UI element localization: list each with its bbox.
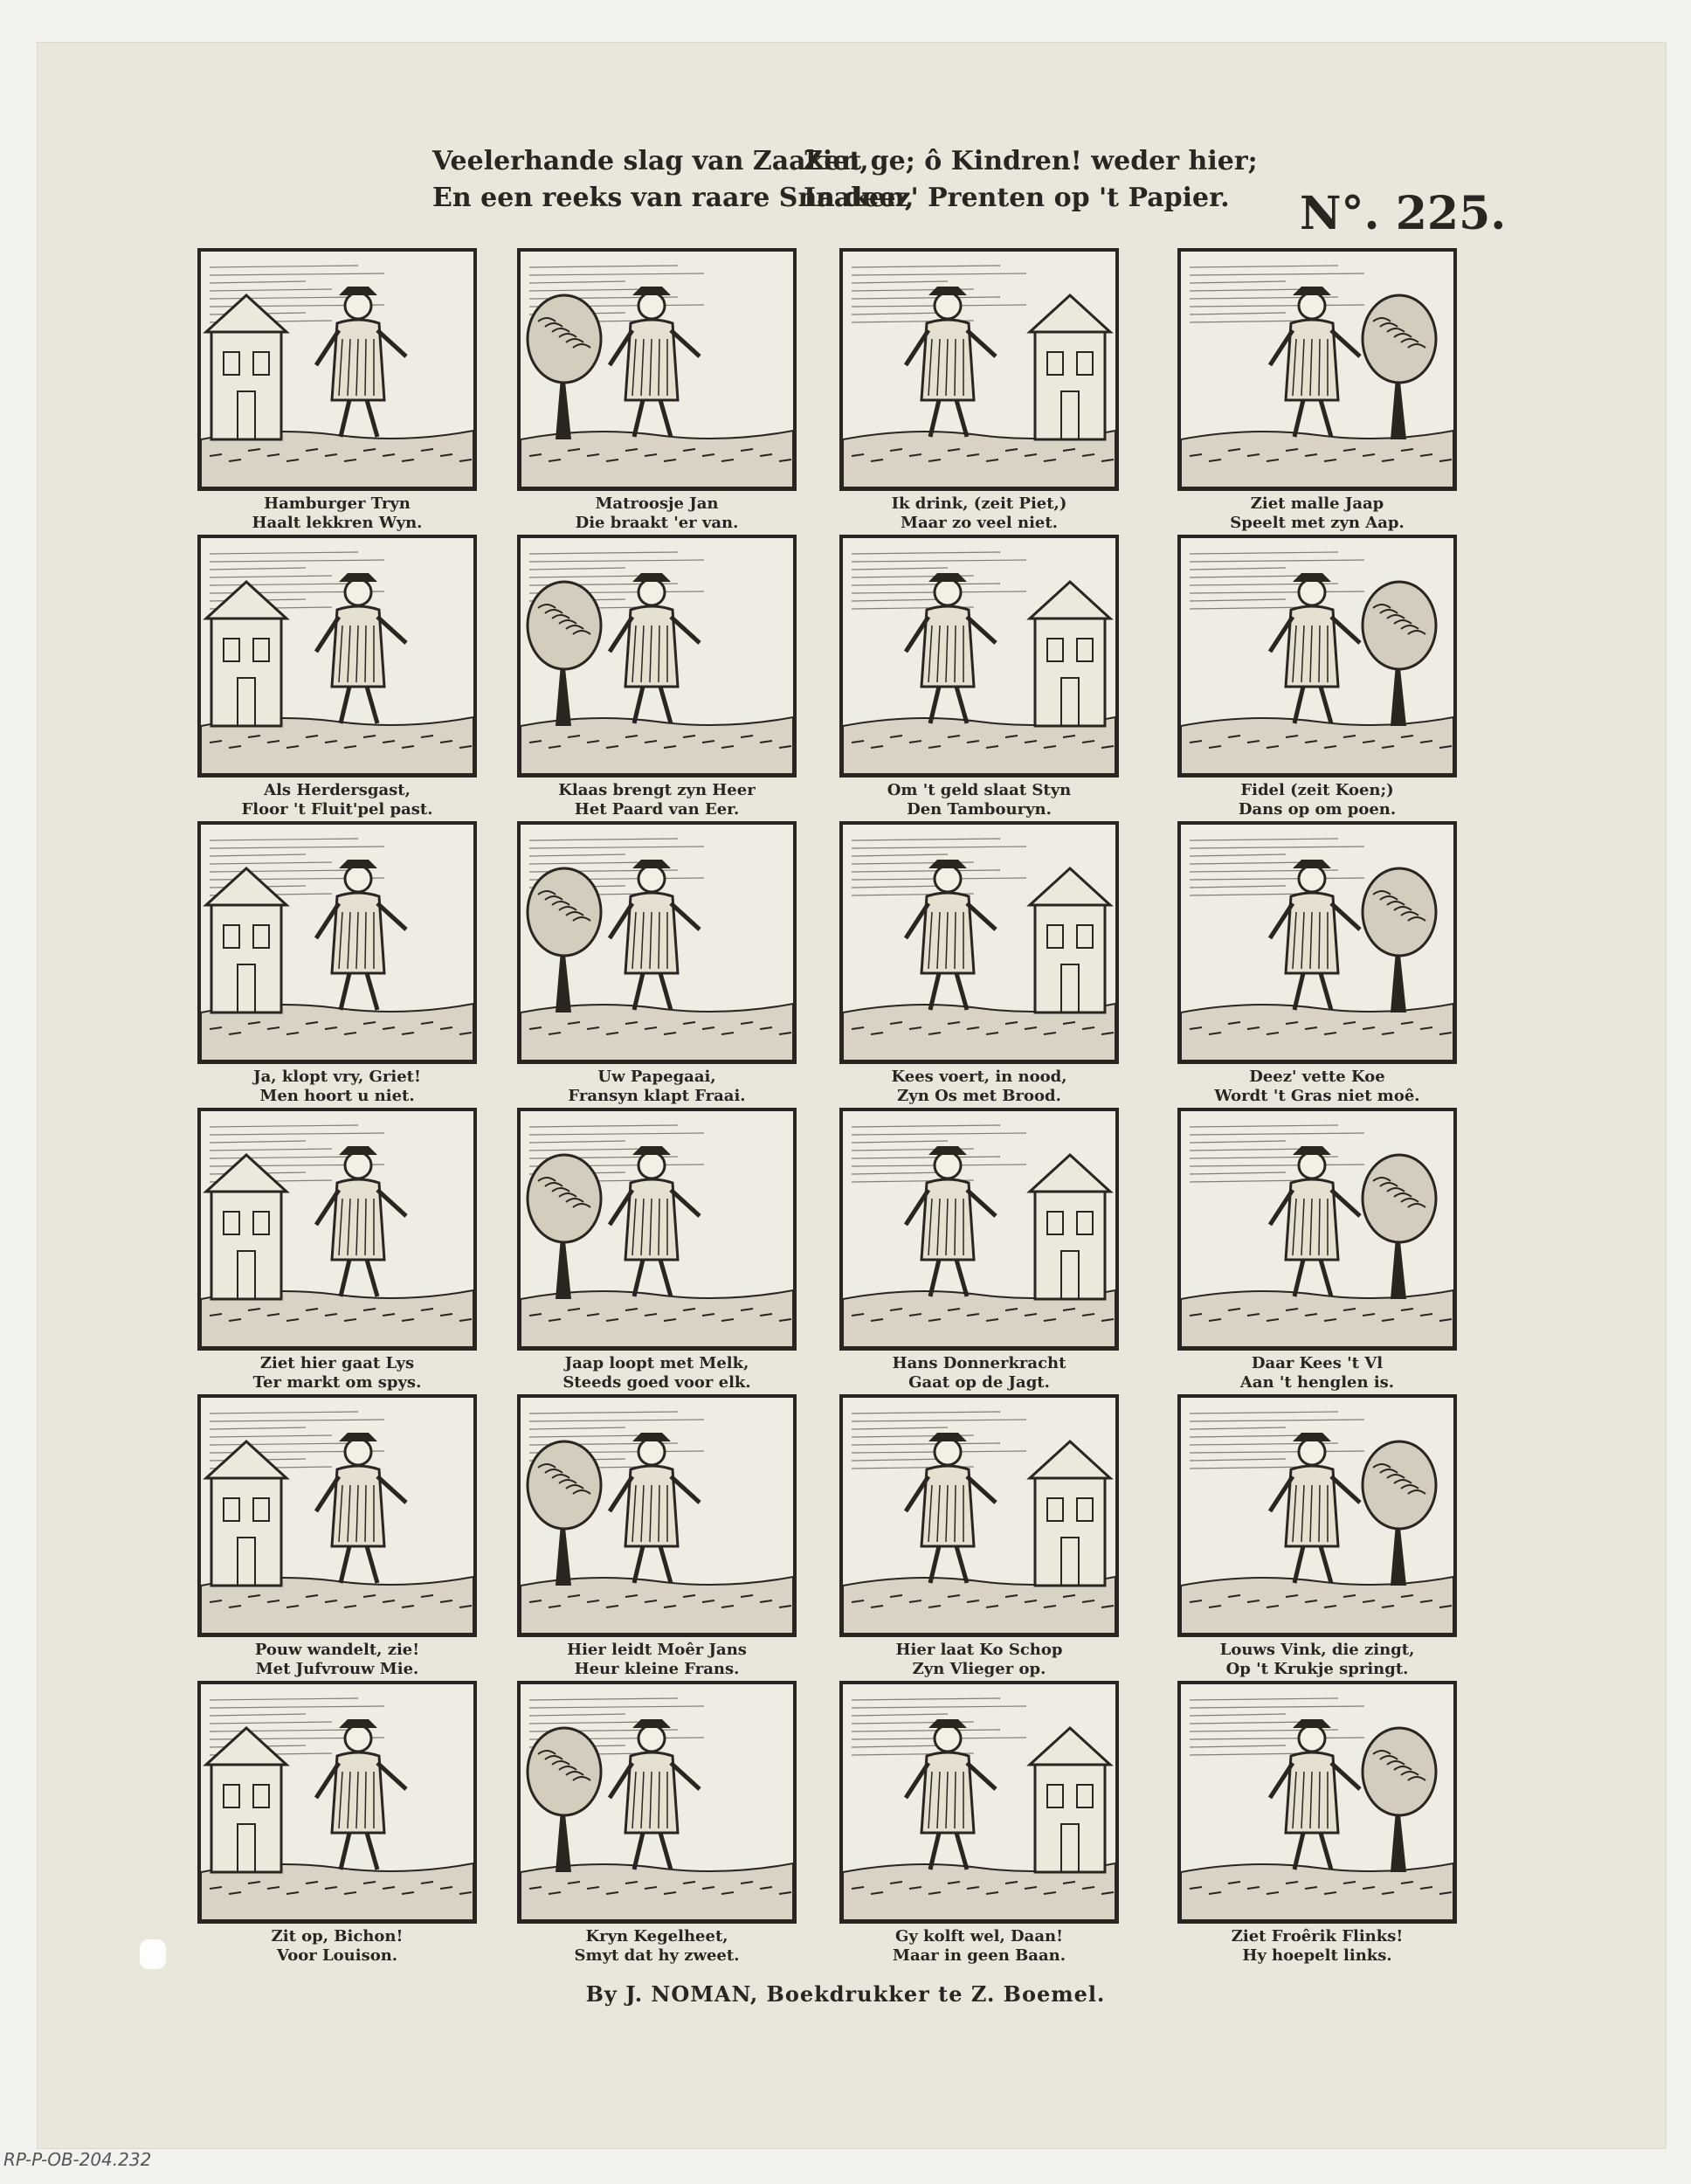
print-caption bbox=[1177, 494, 1457, 533]
caption-line: Maar in geen Baan. bbox=[893, 1946, 1066, 1965]
woodcut-image-man-feeding-ox bbox=[839, 821, 1119, 1064]
caption-line: Klaas brengt zyn Heer bbox=[558, 781, 756, 799]
woodcut-image-golfer bbox=[839, 1681, 1119, 1924]
caption-line: Zit op, Bichon! bbox=[271, 1927, 404, 1946]
print-caption bbox=[1177, 1068, 1457, 1106]
caption-line: Zyn Vlieger op. bbox=[912, 1660, 1046, 1678]
woodcut-print bbox=[1177, 535, 1466, 823]
woodcut-image-mother-child bbox=[517, 1394, 797, 1637]
caption-line: Deez' vette Koe bbox=[1249, 1068, 1385, 1086]
print-caption bbox=[1177, 1354, 1457, 1393]
print-caption bbox=[197, 1354, 477, 1393]
caption-line: Hier laat Ko Schop bbox=[895, 1641, 1063, 1659]
woodcut-print bbox=[1177, 1394, 1466, 1683]
caption-line: Als Herdersgast, bbox=[264, 781, 411, 799]
print-caption bbox=[839, 1068, 1119, 1106]
print-caption bbox=[517, 1641, 797, 1679]
print-caption bbox=[197, 1641, 477, 1679]
woodcut-image-woman-tambourine bbox=[839, 535, 1119, 778]
title-line: In deez' Prenten op 't Papier. bbox=[804, 183, 1230, 213]
woodcut-print bbox=[839, 1108, 1128, 1396]
caption-line: Heur kleine Frans. bbox=[574, 1660, 740, 1678]
woodcut-image-man-birdcage bbox=[1177, 1394, 1457, 1637]
caption-line: Hy hoepelt links. bbox=[1242, 1946, 1392, 1965]
woodcut-print bbox=[839, 1394, 1128, 1683]
caption-line: Aan 't henglen is. bbox=[1239, 1373, 1395, 1392]
print-caption bbox=[197, 1927, 477, 1966]
print-caption bbox=[197, 781, 477, 819]
sheet-number: N°. 225. bbox=[1300, 187, 1507, 240]
caption-line: Hier leidt Moêr Jans bbox=[567, 1641, 747, 1659]
caption-line: Dans op om poen. bbox=[1238, 800, 1397, 819]
caption-line: Pouw wandelt, zie! bbox=[254, 1641, 420, 1659]
caption-line: Ziet hier gaat Lys bbox=[259, 1354, 415, 1372]
woodcut-image-woman-parrot bbox=[517, 821, 797, 1064]
caption-line: Jaap loopt met Melk, bbox=[564, 1354, 749, 1372]
woodcut-print bbox=[197, 1108, 486, 1396]
woodcut-image-lady-dog bbox=[197, 1681, 477, 1924]
caption-line: Kryn Kegelheet, bbox=[585, 1927, 728, 1946]
caption-line: Ja, klopt vry, Griet! bbox=[253, 1068, 421, 1086]
print-caption bbox=[839, 1927, 1119, 1966]
woodcut-image-kite-flyer bbox=[839, 1394, 1119, 1637]
woodcut-print bbox=[197, 1681, 486, 1969]
woodcut-print bbox=[839, 248, 1128, 536]
woodcut-image-couple-walking bbox=[197, 1394, 477, 1637]
caption-line: Hans Donnerkracht bbox=[892, 1354, 1066, 1372]
caption-line: Die braakt 'er van. bbox=[575, 514, 739, 532]
caption-line: Gaat op de Jagt. bbox=[908, 1373, 1050, 1392]
caption-line: Met Jufvrouw Mie. bbox=[255, 1660, 419, 1678]
woodcut-image-angler bbox=[1177, 1108, 1457, 1351]
print-caption bbox=[517, 781, 797, 819]
caption-line: Ziet Froêrik Flinks! bbox=[1231, 1927, 1404, 1946]
print-caption bbox=[517, 494, 797, 533]
collection-stamp bbox=[140, 1939, 166, 1969]
woodcut-print bbox=[1177, 821, 1466, 1109]
woodcut-print bbox=[1177, 1108, 1466, 1396]
woodcut-image-fiddler-dog bbox=[1177, 535, 1457, 778]
woodcut-print bbox=[1177, 1681, 1466, 1969]
caption-line: Floor 't Fluit'pel past. bbox=[241, 800, 433, 819]
print-caption bbox=[839, 494, 1119, 533]
caption-line: Ik drink, (zeit Piet,) bbox=[891, 494, 1067, 513]
woodcut-print bbox=[517, 1394, 805, 1683]
print-caption bbox=[839, 1354, 1119, 1393]
woodcut-image-cow bbox=[1177, 821, 1457, 1064]
woodcut-print bbox=[197, 248, 486, 536]
title-verse-right bbox=[804, 143, 1258, 217]
title-line: En een reeks van raare Snaaken, bbox=[432, 183, 915, 213]
woodcut-print bbox=[517, 1108, 805, 1396]
title-verse bbox=[393, 143, 1267, 257]
caption-line: Het Paard van Eer. bbox=[574, 800, 740, 819]
print-caption bbox=[1177, 781, 1457, 819]
woodcut-image-milkman bbox=[517, 1108, 797, 1351]
woodcut-print bbox=[517, 535, 805, 823]
caption-line: Voor Louison. bbox=[276, 1946, 398, 1965]
caption-line: Uw Papegaai, bbox=[597, 1068, 716, 1086]
caption-line: Fidel (zeit Koen;) bbox=[1240, 781, 1394, 799]
caption-line: Steeds goed voor elk. bbox=[563, 1373, 751, 1392]
caption-line: Wordt 't Gras niet moê. bbox=[1214, 1087, 1420, 1105]
woodcut-print bbox=[839, 821, 1128, 1109]
caption-line: Men hoort u niet. bbox=[259, 1087, 415, 1105]
woodcut-print bbox=[839, 1681, 1128, 1969]
caption-line: Fransyn klapt Fraai. bbox=[568, 1087, 746, 1105]
caption-line: Kees voert, in nood, bbox=[891, 1068, 1067, 1086]
caption-line: Om 't geld slaat Styn bbox=[887, 781, 1072, 799]
caption-line: Den Tambouryn. bbox=[907, 800, 1052, 819]
print-caption bbox=[839, 781, 1119, 819]
print-caption bbox=[1177, 1927, 1457, 1966]
print-caption bbox=[1177, 1641, 1457, 1679]
caption-line: Hamburger Tryn bbox=[264, 494, 411, 513]
print-caption bbox=[517, 1927, 797, 1966]
caption-line: Maar zo veel niet. bbox=[901, 514, 1058, 532]
caption-line: Haalt lekkren Wyn. bbox=[252, 514, 423, 532]
caption-line: Daar Kees 't Vl bbox=[1251, 1354, 1384, 1372]
woodcut-print bbox=[197, 821, 486, 1109]
woodcut-image-woman-basket bbox=[197, 1108, 477, 1351]
print-caption bbox=[517, 1068, 797, 1106]
woodcut-image-hoop-boy bbox=[1177, 1681, 1457, 1924]
caption-line: Ter markt om spys. bbox=[252, 1373, 422, 1392]
print-caption bbox=[839, 1641, 1119, 1679]
woodcut-image-shepherd-flute bbox=[197, 535, 477, 778]
print-caption bbox=[517, 1354, 797, 1393]
print-caption bbox=[197, 1068, 477, 1106]
caption-line: Matroosje Jan bbox=[595, 494, 719, 513]
caption-line: Op 't Krukje springt. bbox=[1225, 1660, 1409, 1678]
woodcut-image-woman-with-jug bbox=[197, 248, 477, 491]
print-caption bbox=[197, 494, 477, 533]
caption-line: Gy kolft wel, Daan! bbox=[895, 1927, 1063, 1946]
woodcut-image-man-with-monkey bbox=[1177, 248, 1457, 491]
woodcut-image-man-with-glass bbox=[839, 248, 1119, 491]
caption-line: Speelt met zyn Aap. bbox=[1230, 514, 1405, 532]
woodcut-image-woman-knocking bbox=[197, 821, 477, 1064]
printer-imprint: By J. NOMAN, Boekdrukker te Z. Boemel. bbox=[585, 1981, 1106, 2007]
caption-line: Louws Vink, die zingt, bbox=[1219, 1641, 1415, 1659]
title-line: Veelerhande slag van Zaaken, bbox=[432, 146, 869, 176]
woodcut-print bbox=[839, 535, 1128, 823]
caption-line: Ziet malle Jaap bbox=[1250, 494, 1384, 513]
woodcut-print bbox=[1177, 248, 1466, 536]
woodcut-grid bbox=[197, 248, 1464, 1965]
woodcut-image-hunter bbox=[839, 1108, 1119, 1351]
title-line: Ziet ge; ô Kindren! weder hier; bbox=[804, 146, 1258, 176]
woodcut-print bbox=[197, 1394, 486, 1683]
woodcut-image-sailor-by-tree bbox=[517, 248, 797, 491]
caption-line: Zyn Os met Brood. bbox=[897, 1087, 1061, 1105]
caption-line: Smyt dat hy zweet. bbox=[574, 1946, 740, 1965]
woodcut-print bbox=[517, 821, 805, 1109]
woodcut-print bbox=[517, 1681, 805, 1969]
woodcut-image-man-with-horse bbox=[517, 535, 797, 778]
woodcut-print bbox=[197, 535, 486, 823]
woodcut-print bbox=[517, 248, 805, 536]
woodcut-image-skittles bbox=[517, 1681, 797, 1924]
inventory-number: RP-P-OB-204.232 bbox=[3, 2149, 152, 2170]
